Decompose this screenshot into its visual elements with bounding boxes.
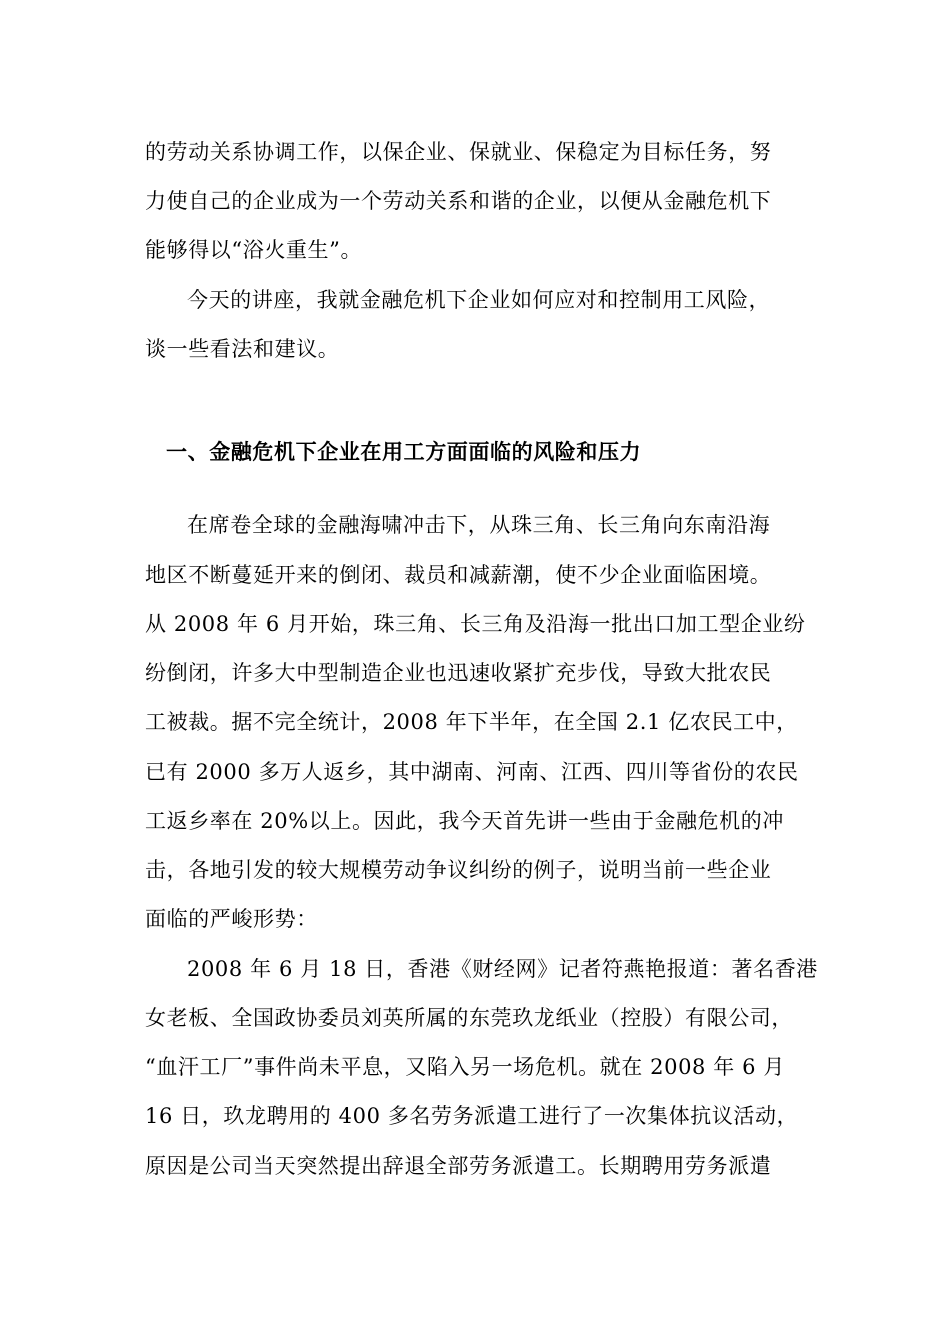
paragraph-line: 面临的严峻形势： [145, 907, 318, 931]
paragraph-line: 工被裁。据不完全统计，2008 年下半年，在全国 2.1 亿农民工中， [145, 710, 798, 734]
paragraph-line: 地区不断蔓延开来的倒闭、裁员和减薪潮，使不少企业面临困境。 [145, 563, 772, 587]
paragraph-line: 2008 年 6 月 18 日，香港《财经网》记者符燕艳报道：著名香港 [187, 957, 818, 981]
paragraph-line: 已有 2000 多万人返乡，其中湖南、河南、江西、四川等省份的农民 [145, 760, 799, 784]
paragraph-line: 从 2008 年 6 月开始，珠三角、长三角及沿海一批出口加工型企业纷 [145, 612, 806, 636]
section-heading: 一、金融危机下企业在用工方面面临的风险和压力 [166, 440, 642, 464]
paragraph-line: 谈一些看法和建议。 [145, 337, 340, 361]
paragraph-line: 今天的讲座，我就金融危机下企业如何应对和控制用工风险， [187, 288, 771, 312]
paragraph-line: 在席卷全球的金融海啸冲击下，从珠三角、长三角向东南沿海 [187, 513, 771, 537]
paragraph-line: 工返乡率在 20%以上。因此，我今天首先讲一些由于金融危机的冲 [145, 809, 784, 833]
paragraph-line: 的劳动关系协调工作，以保企业、保就业、保稳定为目标任务，努 [145, 140, 772, 164]
paragraph-line: 能够得以“浴火重生”。 [145, 238, 363, 262]
paragraph-line: 击，各地引发的较大规模劳动争议纠纷的例子，说明当前一些企业 [145, 858, 772, 882]
paragraph-line: 女老板、全国政协委员刘英所属的东莞玖龙纸业（控股）有限公司， [145, 1006, 793, 1030]
paragraph-line: “血汗工厂”事件尚未平息，又陷入另一场危机。就在 2008 年 6 月 [145, 1055, 785, 1079]
paragraph-line: 纷倒闭，许多大中型制造企业也迅速收紧扩充步伐，导致大批农民 [145, 661, 772, 685]
paragraph-line: 原因是公司当天突然提出辞退全部劳务派遣工。长期聘用劳务派遣 [145, 1154, 772, 1178]
paragraph-line: 16 日，玖龙聘用的 400 多名劳务派遣工进行了一次集体抗议活动， [145, 1104, 799, 1128]
paragraph-line: 力使自己的企业成为一个劳动关系和谐的企业，以便从金融危机下 [145, 189, 772, 213]
